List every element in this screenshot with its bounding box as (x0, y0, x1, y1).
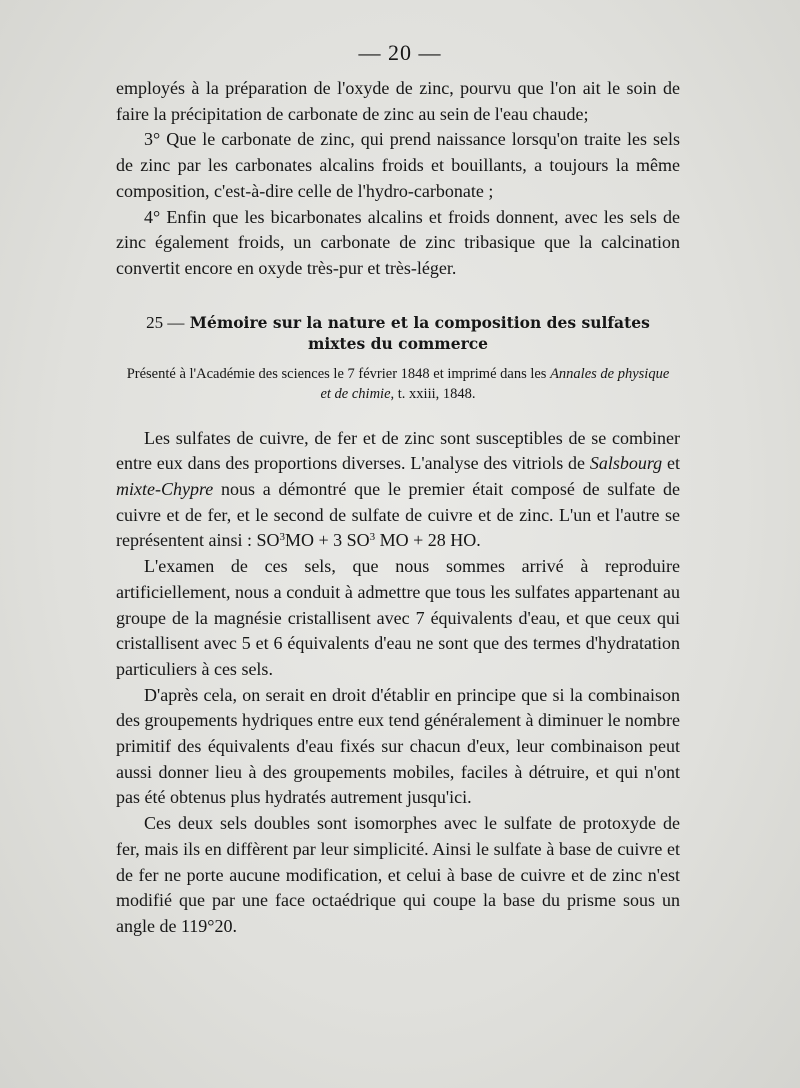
paragraph-point-3: 3° Que le carbonate de zinc, qui prend naissance lorsqu'on traite les sels de zinc par les carbonates alcalins froids et bouillants, a toujours la même composition, c'est-à-dire celle de l'hydro-carbonate ; (116, 129, 680, 201)
salsbourg-term: Salsbourg (589, 453, 663, 474)
paragraph-point-4: 4° Enfin que les bicarbonates alcalins et froids donnent, avec les sels de zinc également froids, un carbonate de zinc tribasique que la calcination convertit encore en oxyde très-pur et très-léger. (116, 206, 680, 278)
paragraph-examen: L'examen de ces sels, que nous sommes arrivé à reproduire artificiellement, nous a conduit à admettre que tous les sulfates appartenant au groupe de la magnésie cristallisent avec 7 équivalents d'eau, et que ceux qui cristallisent avec 5 et 6 équivalents d'eau ne sont que des termes d'hydratation particuliers à ces sels. (116, 556, 680, 679)
page-content (116, 76, 680, 940)
vitriols-text-3: nous a démontré que le premier était composé de sulfate de cuivre et de fer, et le second de sulfate de cuivre et de zinc. L'un et l'autre se représentent ainsi : SO (116, 479, 680, 551)
section-publication-note (116, 364, 680, 404)
formula-superscript-1: 3 (279, 531, 285, 544)
vitriols-text-2: et (662, 453, 680, 474)
vitriols-text-5: MO + 28 HO. (375, 530, 481, 551)
section-number: 25 — (146, 312, 185, 332)
vitriols-text-1: Les sulfates de cuivre, de fer et de zinc sont susceptibles de se combiner entre eux dans des proportions diverses. L'analyse des vitriols de (116, 427, 680, 474)
mixte-chypre-term: mixte-Chypre (116, 479, 214, 500)
vitriols-text-4: MO + 3 SO (284, 530, 370, 551)
formula-superscript-2: 3 (369, 531, 376, 544)
paragraph-isomorphes: Ces deux sels doubles sont isomorphes avec le sulfate de protoxyde de fer, mais ils en diffèrent par leur simplicité. Ainsi le sulfate à base de cuivre et de fer ne porte aucune modification, et celui à base de cuivre et de zinc n'est modifié que par une face octaédrique qui coupe la base du prisme sous un angle de 119°20. (116, 813, 680, 936)
page-number: — 20 — (358, 40, 442, 65)
paragraph-vitriols (116, 426, 680, 555)
paragraph-principe: D'après cela, on serait en droit d'établir en principe que si la combinaison des groupements hydriques entre eux tend généralement à diminuer le nombre primitif des équivalents d'eau fixés sur chacun d'eux, leur combinaison peut aussi donner lieu à des groupements mobiles, faciles à détruire, et qui n'ont pas été obtenus plus hydratés autrement jusqu'ici. (116, 684, 680, 808)
paragraph-continuation: employés à la préparation de l'oxyde de zinc, pourvu que l'on ait le soin de faire la précipitation de carbonate de zinc au sein de l'eau chaude; (116, 78, 680, 124)
publication-note-prefix: Présenté à l'Académie des sciences le 7 février 1848 et imprimé dans les (126, 365, 551, 382)
section-title: Mémoire sur la nature et la composition des sulfates mixtes du commerce (189, 312, 650, 353)
section-heading (116, 312, 680, 354)
publication-note-suffix: , t. xxiii, 1848. (390, 385, 476, 402)
journal-name: Annales de physique et de chimie (320, 365, 670, 402)
